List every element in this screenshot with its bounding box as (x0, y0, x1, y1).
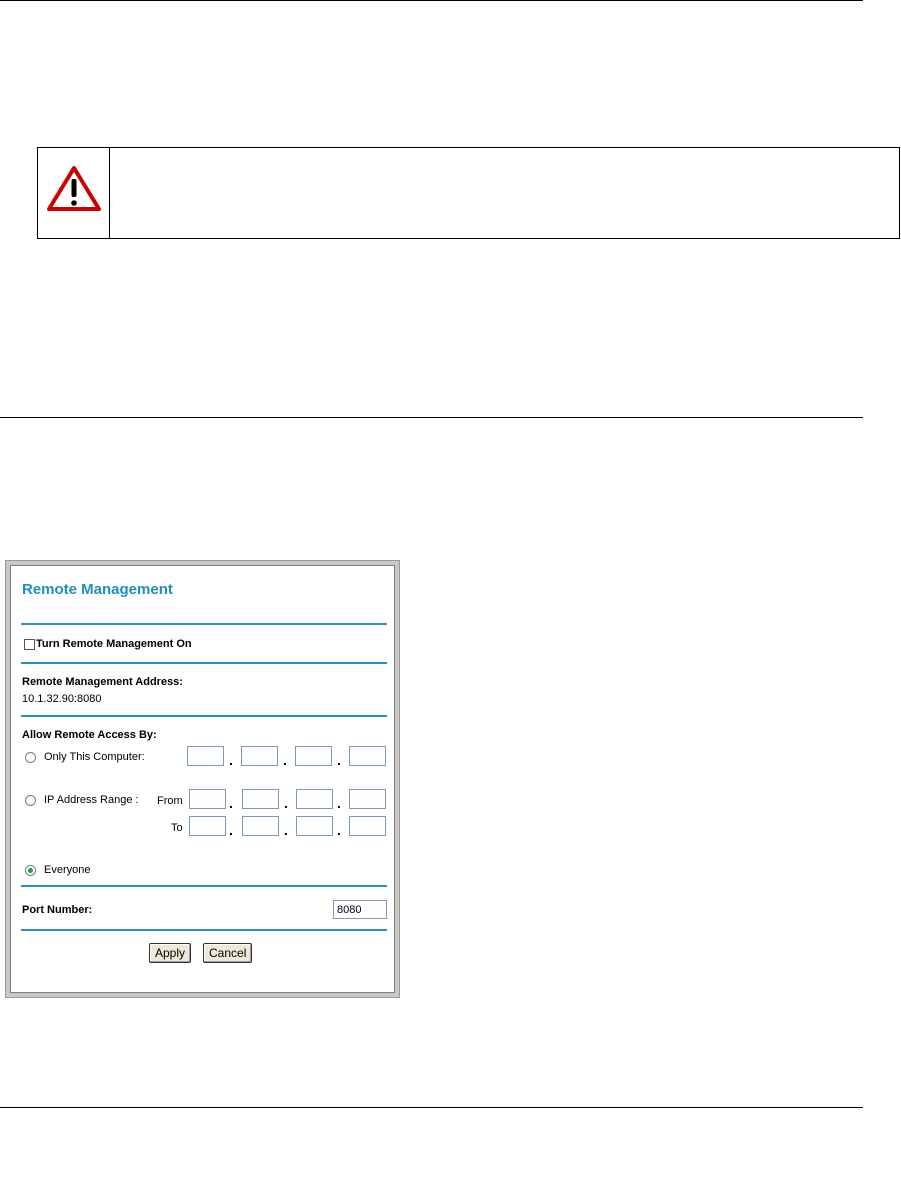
octet-separator: . (229, 822, 233, 838)
only-this-computer-radio[interactable] (25, 752, 36, 763)
ip-range-to-octet-1[interactable] (189, 816, 226, 836)
ip-range-to-label: To (171, 822, 183, 834)
only-this-computer-octet-3[interactable] (295, 746, 332, 766)
panel-title: Remote Management (22, 581, 173, 598)
cancel-button[interactable]: Cancel (203, 943, 252, 963)
warning-triangle-icon (46, 165, 102, 213)
octet-separator: . (337, 822, 341, 838)
divider (21, 929, 387, 931)
apply-button[interactable]: Apply (149, 943, 191, 963)
ip-range-to-octet-2[interactable] (242, 816, 279, 836)
page-bottom-rule (0, 1107, 863, 1108)
allow-access-label: Allow Remote Access By: (22, 729, 157, 741)
everyone-radio[interactable] (25, 865, 36, 876)
ip-range-from-octet-3[interactable] (296, 789, 333, 809)
page-top-rule (0, 0, 863, 1)
port-number-input[interactable] (333, 900, 387, 919)
remote-management-screenshot (5, 560, 400, 998)
remote-address-label: Remote Management Address: (22, 676, 183, 688)
octet-separator: . (337, 795, 341, 811)
warning-box (37, 147, 900, 239)
octet-separator: . (283, 752, 287, 768)
port-number-label: Port Number: (22, 904, 93, 916)
ip-range-to-octet-4[interactable] (349, 816, 386, 836)
only-this-computer-octet-1[interactable] (187, 746, 224, 766)
remote-address-value: 10.1.32.90:8080 (22, 693, 102, 705)
divider (21, 662, 387, 664)
turn-remote-management-checkbox[interactable] (24, 639, 35, 650)
only-this-computer-octet-4[interactable] (349, 746, 386, 766)
octet-separator: . (229, 795, 233, 811)
warning-icon-cell (38, 148, 110, 238)
section-rule (0, 417, 863, 418)
octet-separator: . (284, 822, 288, 838)
divider (21, 715, 387, 717)
octet-separator: . (229, 752, 233, 768)
divider (21, 885, 387, 887)
divider (21, 623, 387, 625)
everyone-label: Everyone (44, 864, 91, 876)
turn-remote-management-label: Turn Remote Management On (36, 638, 192, 650)
only-this-computer-octet-2[interactable] (241, 746, 278, 766)
warning-text (110, 148, 899, 238)
ip-range-from-label: From (157, 795, 183, 807)
ip-range-from-octet-4[interactable] (349, 789, 386, 809)
ip-range-to-octet-3[interactable] (296, 816, 333, 836)
octet-separator: . (284, 795, 288, 811)
ip-range-from-octet-1[interactable] (189, 789, 226, 809)
remote-management-panel (10, 565, 395, 993)
ip-range-radio[interactable] (25, 795, 36, 806)
ip-range-label: IP Address Range : (44, 794, 139, 806)
ip-range-from-octet-2[interactable] (242, 789, 279, 809)
only-this-computer-label: Only This Computer: (44, 751, 145, 763)
octet-separator: . (337, 752, 341, 768)
